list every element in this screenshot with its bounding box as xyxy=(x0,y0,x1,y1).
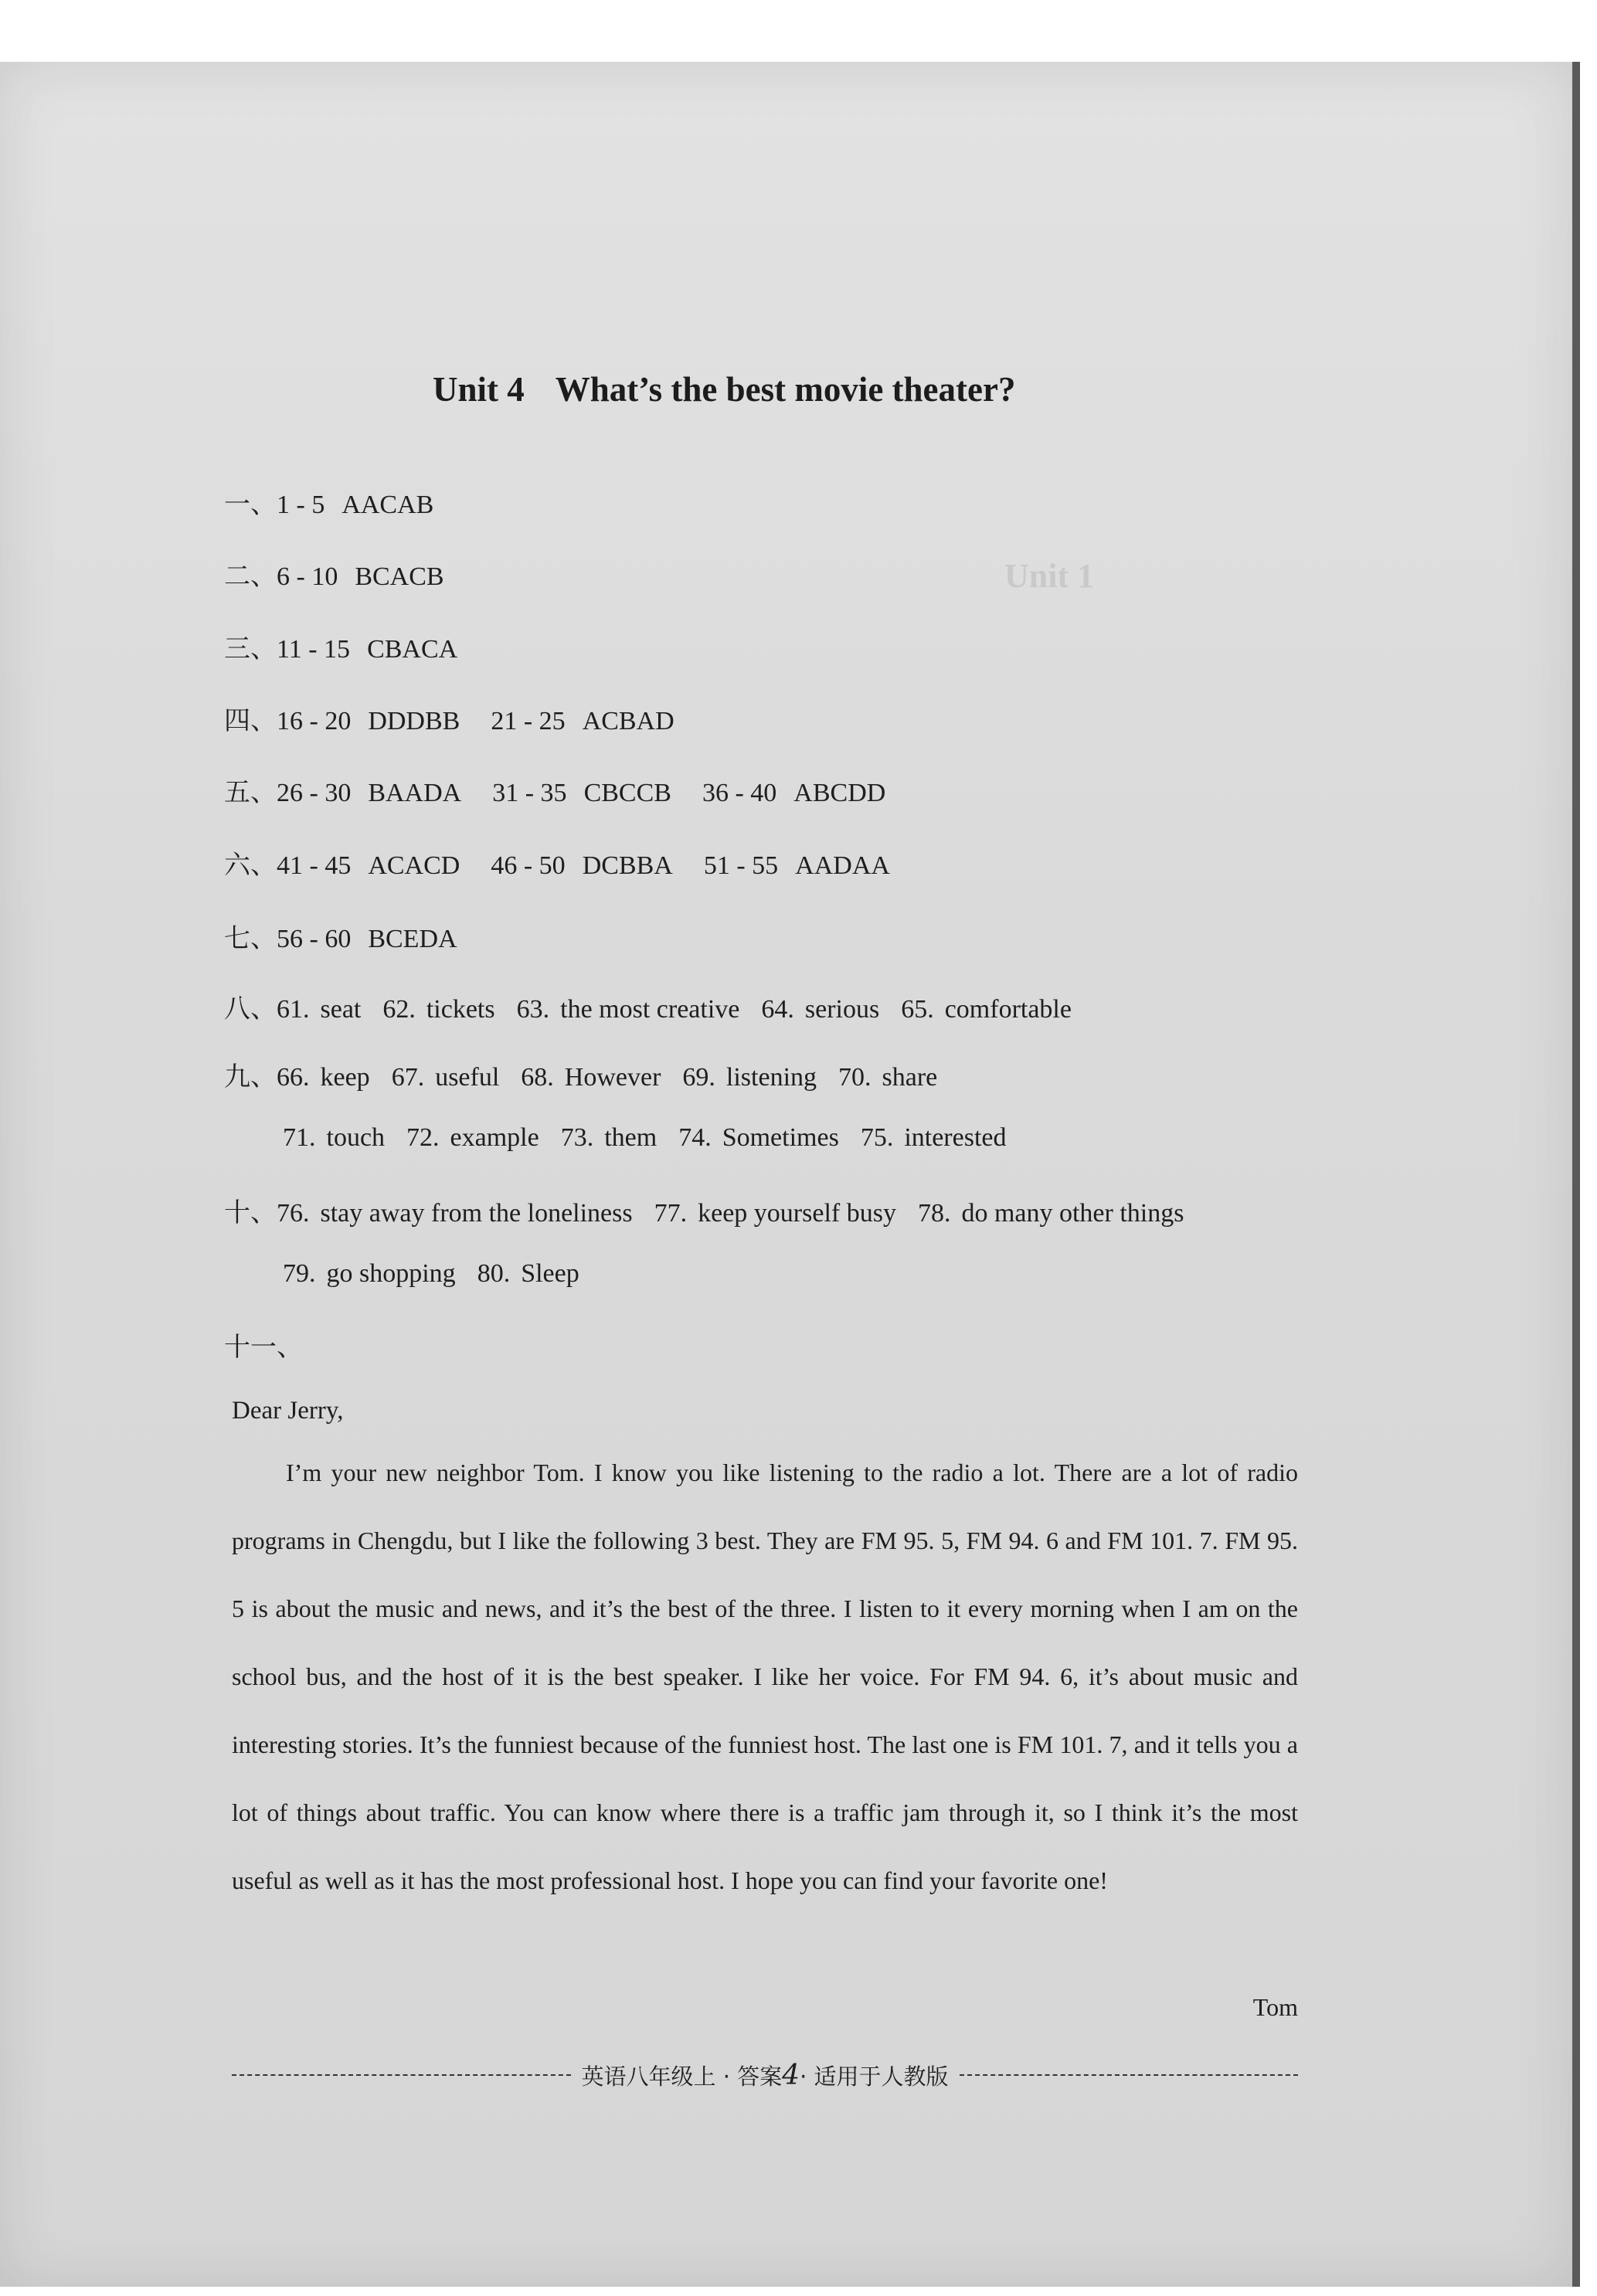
range: 46 - 50 xyxy=(491,851,566,880)
answer-line-9b xyxy=(283,1123,1028,1153)
item-word: touch xyxy=(326,1123,386,1152)
item-number: 75. xyxy=(860,1123,894,1152)
answer-line-7 xyxy=(224,917,488,955)
section-label: 六、 xyxy=(224,850,277,881)
item-number: 71. xyxy=(283,1123,316,1152)
item-word: interested xyxy=(904,1123,1007,1152)
section-label: 七、 xyxy=(224,923,277,954)
item-number: 77. xyxy=(654,1199,688,1228)
section-label: 二、 xyxy=(224,561,277,592)
answer-line-10a xyxy=(224,1191,1205,1229)
item-number: 69. xyxy=(682,1063,715,1092)
answer-line-5 xyxy=(224,771,916,809)
page-edge xyxy=(1572,62,1580,2287)
range: 6 - 10 xyxy=(277,562,338,591)
range: 31 - 35 xyxy=(492,779,567,807)
item-number: 79. xyxy=(283,1259,316,1288)
item-number: 61. xyxy=(277,995,310,1024)
range: 1 - 5 xyxy=(277,491,325,519)
answers: CBCCB xyxy=(583,779,671,807)
section-11-label: 十一、 xyxy=(224,1333,303,1362)
answer-line-3 xyxy=(224,627,488,665)
section-label: 八、 xyxy=(224,993,277,1024)
answer-line-2 xyxy=(224,555,475,593)
bleed-through-text: Unit 1 xyxy=(1004,557,1095,595)
answers: BCEDA xyxy=(368,925,457,953)
section-label: 十、 xyxy=(224,1197,277,1228)
item-word: Sometimes xyxy=(722,1123,839,1152)
answers: BCACB xyxy=(355,562,444,591)
page-title xyxy=(433,369,1205,409)
section-label: 三、 xyxy=(224,633,277,664)
range: 16 - 20 xyxy=(277,707,352,735)
answers: BAADA xyxy=(368,779,462,807)
answers: ACACD xyxy=(368,851,460,880)
item-word: keep yourself busy xyxy=(698,1199,896,1228)
item-word: seat xyxy=(320,995,362,1024)
item-number: 80. xyxy=(477,1259,511,1288)
item-number: 68. xyxy=(521,1063,554,1092)
item-number: 73. xyxy=(560,1123,594,1152)
item-word: stay away from the loneliness xyxy=(320,1199,633,1228)
answers: ACBAD xyxy=(582,707,674,735)
answer-line-10b xyxy=(283,1259,601,1289)
range: 41 - 45 xyxy=(277,851,352,880)
letter-greeting: Dear Jerry, xyxy=(232,1397,344,1425)
item-word: share xyxy=(882,1063,938,1092)
item-word: example xyxy=(450,1123,539,1152)
item-word: However xyxy=(564,1063,661,1092)
answers: CBACA xyxy=(367,635,458,664)
footer-edition: · 适用于人教版 xyxy=(800,2063,949,2090)
range: 21 - 25 xyxy=(491,707,566,735)
item-word: tickets xyxy=(426,995,495,1024)
item-number: 70. xyxy=(838,1063,872,1092)
item-word: serious xyxy=(804,995,880,1024)
answer-line-8 xyxy=(224,987,1093,1025)
section-label: 一、 xyxy=(224,489,277,520)
section-label: 五、 xyxy=(224,777,277,808)
item-number: 67. xyxy=(391,1063,425,1092)
footer-text xyxy=(571,2060,960,2091)
unit-label: Unit 4 xyxy=(433,370,525,409)
item-word: Sleep xyxy=(521,1259,579,1288)
range: 26 - 30 xyxy=(277,779,352,807)
answers: ABCDD xyxy=(793,779,886,807)
unit-question: What’s the best movie theater? xyxy=(555,370,1016,409)
range: 11 - 15 xyxy=(277,635,351,664)
letter-signature: Tom xyxy=(1252,1993,1298,2021)
range: 56 - 60 xyxy=(277,925,352,953)
item-word: them xyxy=(604,1123,657,1152)
answers: DDDBB xyxy=(368,707,460,735)
range: 36 - 40 xyxy=(702,779,777,807)
item-word: keep xyxy=(320,1063,370,1092)
item-number: 65. xyxy=(901,995,934,1024)
answer-line-9a xyxy=(224,1055,959,1093)
item-word: comfortable xyxy=(944,995,1072,1024)
item-word: go shopping xyxy=(326,1259,456,1288)
item-number: 78. xyxy=(917,1199,951,1228)
item-number: 63. xyxy=(516,995,550,1024)
range: 51 - 55 xyxy=(703,851,779,880)
item-word: listening xyxy=(725,1063,817,1092)
item-word: the most creative xyxy=(560,995,740,1024)
page-footer xyxy=(232,2058,1298,2092)
item-number: 72. xyxy=(406,1123,440,1152)
answers: AACAB xyxy=(341,491,434,519)
item-word: do many other things xyxy=(961,1199,1184,1228)
item-number: 76. xyxy=(277,1199,310,1228)
item-number: 64. xyxy=(761,995,794,1024)
section-label: 九、 xyxy=(224,1061,277,1092)
item-number: 66. xyxy=(277,1063,310,1092)
answers: AADAA xyxy=(795,851,890,880)
footer-rule-right xyxy=(960,2074,1299,2076)
item-number: 62. xyxy=(382,995,416,1024)
footer-book: 英语八年级上 · 答案 xyxy=(581,2063,783,2090)
item-word: useful xyxy=(435,1063,500,1092)
section-label: 四、 xyxy=(224,705,277,736)
item-number: 74. xyxy=(678,1123,712,1152)
footer-rule-left xyxy=(232,2074,571,2076)
answer-line-1 xyxy=(224,483,464,521)
answer-line-4 xyxy=(224,699,705,737)
answer-line-6 xyxy=(224,844,921,881)
letter-body: I’m your new neighbor Tom. I know you like listening to the radio a lot. There are a lot of radio programs in Chengdu, but I like the following 3 best. They are FM 95. 5, FM 94. 6 and FM 101. 7. FM 95. 5 is about the music and news, and it’s the best of the three. I listen to it every morning when I am on the school bus, and the host of it is the best speaker. I like her voice. For FM 94. 6, it’s about music and interesting stories. It’s the funniest because of the funniest host. The last one is FM 101. 7, and it tells you a lot of things about traffic. You can know where there is a traffic jam through it, so I think it’s the most useful as well as it has the most professional host. I hope you can find your favorite one! xyxy=(232,1459,1298,1894)
answers: DCBBA xyxy=(582,851,673,880)
footer-page-number: 4 xyxy=(782,2059,800,2091)
